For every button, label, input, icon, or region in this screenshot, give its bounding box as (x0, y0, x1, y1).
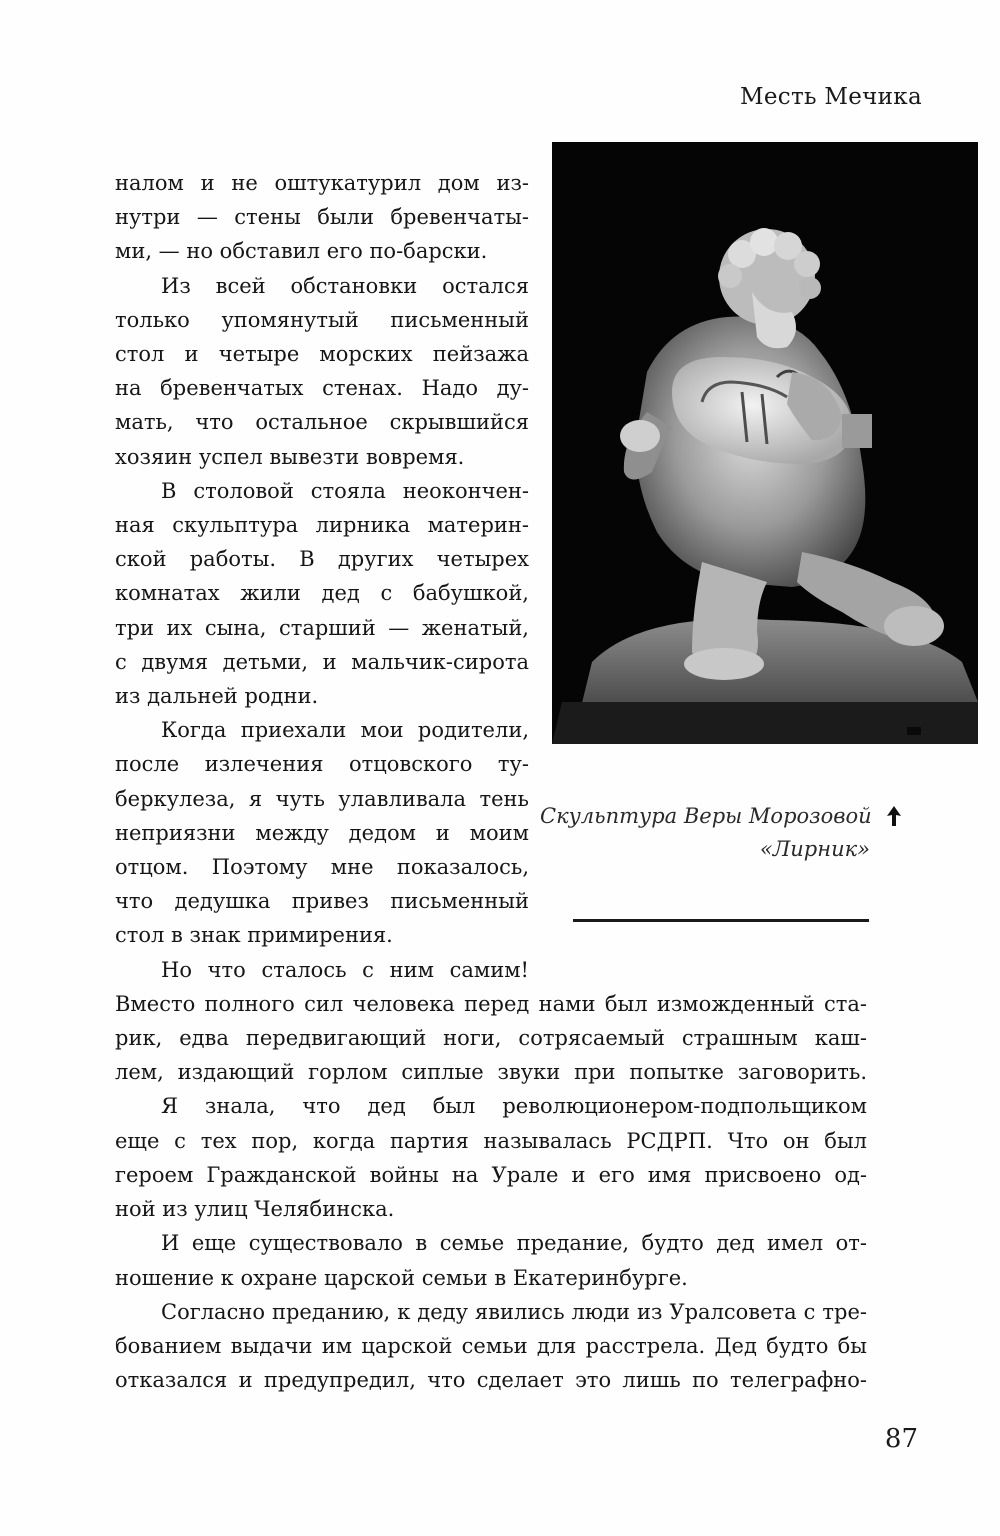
caption-line: Скульптура Веры Морозовой (540, 804, 872, 828)
text-line: Но что сталось с ним самим! (161, 957, 529, 982)
text-line: что дедушка привез письменный (115, 889, 529, 914)
text-line: героем Гражданской войны на Урале и его имя присвоено од- (115, 1162, 867, 1187)
arrow-up-icon (884, 804, 904, 828)
page-number: 87 (884, 1424, 918, 1454)
text-line: только упомянутый письменный (115, 307, 529, 332)
text-line: неприязни между дедом и моим (115, 820, 529, 845)
caption-line: «Лирник» (759, 837, 870, 861)
text-line: ской работы. В других четырех (115, 547, 529, 572)
text-line: после излечения отцовского ту- (115, 752, 529, 777)
text-line: беркулеза, я чуть улавливала тень (115, 786, 529, 811)
text-line: ношение к охране царской семьи в Екатеринбурге. (115, 1265, 688, 1290)
text-line: комнатах жили дед с бабушкой, (115, 581, 529, 606)
text-line: нутри — стены были бревенчаты- (115, 205, 529, 230)
text-line: стол и четыре морских пейзажа (115, 342, 529, 367)
text-line: еще с тех пор, когда партия называлась РСДРП. Что он был (115, 1128, 867, 1153)
text-line: три их сына, старший — женатый, (115, 615, 529, 640)
text-line: из дальней родни. (115, 684, 319, 709)
text-line: хозяин успел вывезти вовремя. (115, 444, 465, 469)
text-line: Я знала, что дед был революционером-подпольщиком (161, 1094, 867, 1119)
text-line: налом и не оштукатурил дом из- (115, 171, 529, 195)
text-line: отказался и предупредил, что сделает это лишь по телеграфно- (115, 1368, 867, 1393)
text-line: стол в знак примирения. (115, 923, 393, 948)
text-line: Когда приехали мои родители, (161, 718, 529, 743)
text-line: Из всей обстановки остался (161, 273, 529, 298)
text-line: на бревенчатых стенах. Надо ду- (115, 376, 529, 401)
text-line: В столовой стояла неокончен- (161, 478, 529, 503)
text-line: рик, едва передвигающий ноги, сотрясаемый страшным каш- (115, 1026, 867, 1051)
text-line: ми, — но обставил его по-барски. (115, 239, 488, 264)
text-line: ная скульптура лирника материн- (115, 513, 529, 538)
text-line: Согласно преданию, к деду явились люди из Уралсовета с тре- (161, 1299, 867, 1324)
text-line: с двумя детьми, и мальчик-сирота (115, 649, 529, 674)
text-line: ной из улиц Челябинска. (115, 1197, 395, 1222)
body-text (115, 166, 867, 1397)
text-line: мать, что остальное скрывшийся (115, 410, 529, 435)
text-line: бованием выдачи им царской семьи для расстрела. Дед будто бы (115, 1333, 867, 1358)
text-line: отцом. Поэтому мне показалось, (115, 855, 529, 880)
running-head: Месть Мечика (740, 84, 922, 110)
text-line: лем, издающий горлом сиплые звуки при попытке заговорить. (115, 1060, 867, 1085)
text-line: И еще существовало в семье предание, будто дед имел от- (161, 1231, 867, 1256)
text-line: Вместо полного сил человека перед нами был изможденный ста- (115, 991, 867, 1016)
